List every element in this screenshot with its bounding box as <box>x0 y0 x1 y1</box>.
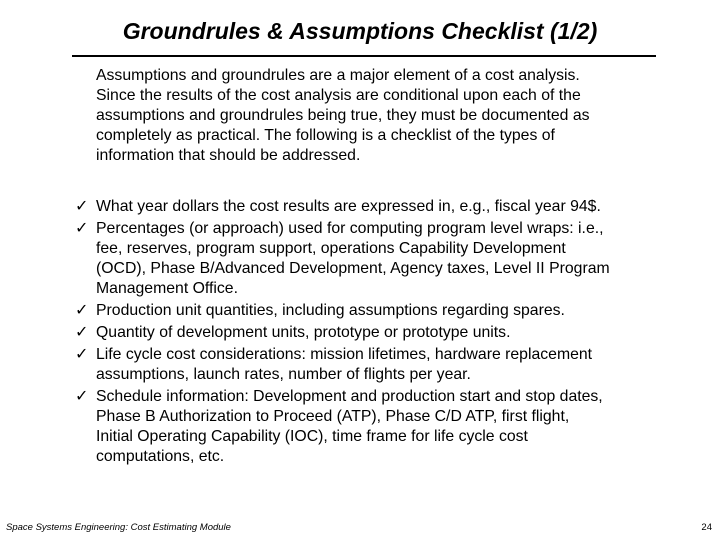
intro-line: Since the results of the cost analysis are conditional upon each of the <box>96 87 581 104</box>
intro-line: Assumptions and groundrules are a major element of a cost analysis. <box>96 67 580 84</box>
checklist-item-line: assumptions, launch rates, number of flights per year. <box>96 366 471 383</box>
intro-line: information that should be addressed. <box>96 147 361 164</box>
checkmark-icon: ✓ <box>75 220 89 237</box>
checklist-item-line: Management Office. <box>96 280 238 297</box>
checklist-item-line: Percentages (or approach) used for computing program level wraps: i.e., <box>96 220 604 237</box>
checkmark-icon: ✓ <box>75 198 89 215</box>
checklist-item-line: Initial Operating Capability (IOC), time frame for life cycle cost <box>96 428 528 445</box>
checklist-item-line: Schedule information: Development and production start and stop dates, <box>96 388 603 405</box>
intro-line: assumptions and groundrules being true, they must be documented as <box>96 107 590 124</box>
checklist-item-line: computations, etc. <box>96 448 225 465</box>
checkmark-icon: ✓ <box>75 302 89 319</box>
checklist-item-line: (OCD), Phase B/Advanced Development, Agency taxes, Level II Program <box>96 260 610 277</box>
checklist-item-line: Phase B Authorization to Proceed (ATP), Phase C/D ATP, first flight, <box>96 408 570 425</box>
checklist-item-line: Life cycle cost considerations: mission lifetimes, hardware replacement <box>96 346 593 363</box>
checkmark-icon: ✓ <box>75 324 89 341</box>
checkmark-icon: ✓ <box>75 388 89 405</box>
checklist-item-line: Production unit quantities, including assumptions regarding spares. <box>96 302 565 319</box>
page-number: 24 <box>701 522 712 533</box>
checkmark-icon: ✓ <box>75 346 89 363</box>
slide-title: Groundrules & Assumptions Checklist (1/2) <box>122 18 598 44</box>
intro-line: completely as practical. The following is a checklist of the types of <box>96 127 555 144</box>
footer-text: Space Systems Engineering: Cost Estimating Module <box>6 522 231 533</box>
title-underline <box>72 55 656 57</box>
checklist-item-line: Quantity of development units, prototype or prototype units. <box>96 324 511 341</box>
checklist-item-line: What year dollars the cost results are expressed in, e.g., fiscal year 94$. <box>96 198 601 215</box>
checklist-item-line: fee, reserves, program support, operations Capability Development <box>96 240 566 257</box>
